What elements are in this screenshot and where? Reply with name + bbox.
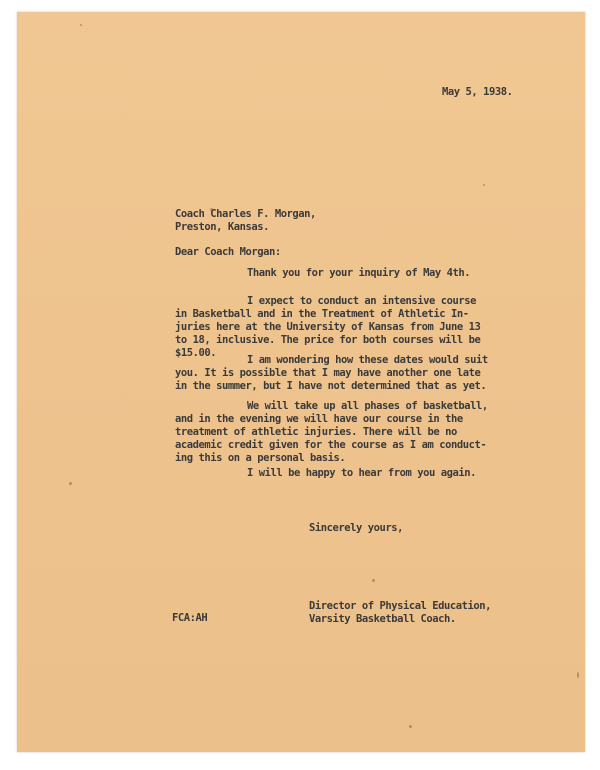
paragraph-line: treatment of athletic injuries. There will be no xyxy=(175,426,457,438)
signature-title-line: Director of Physical Education, xyxy=(309,600,492,612)
paragraph-line: Thank you for your inquiry of May 4th. xyxy=(247,267,471,279)
salutation: Dear Coach Morgan: xyxy=(175,246,281,258)
paragraph-line: and in the evening we will have our course in the xyxy=(175,413,463,425)
paragraph-line: We will take up all phases of basketball, xyxy=(247,400,488,412)
closing: Sincerely yours, xyxy=(309,522,403,534)
paragraph-line: you. It is possible that I may have another one late xyxy=(175,367,481,379)
paragraph-line: I expect to conduct an intensive course xyxy=(247,295,476,307)
paragraph-line: academic credit given for the course as I am conduct- xyxy=(175,439,487,451)
paragraph-line: juries here at the University of Kansas from June 13 xyxy=(175,321,481,333)
recipient-name: Coach Charles F. Morgan, xyxy=(175,208,316,220)
paper-speck xyxy=(80,24,82,26)
typist-initials: FCA:AH xyxy=(172,612,208,624)
paragraph-line: I am wondering how these dates would suit xyxy=(247,354,488,366)
paragraph-line: to 18, inclusive. The price for both courses will be xyxy=(175,334,481,346)
paragraph-line: in Basketball and in the Treatment of Athletic In- xyxy=(175,308,469,320)
paper-speck xyxy=(372,579,375,582)
paragraph-line: ing this on a personal basis. xyxy=(175,452,346,464)
paper-speck xyxy=(409,725,412,728)
recipient-location: Preston, Kansas. xyxy=(175,221,269,233)
paper-speck xyxy=(69,482,72,485)
paragraph-line: I will be happy to hear from you again. xyxy=(247,467,476,479)
paragraph-line: $15.00. xyxy=(175,347,217,359)
letter-page xyxy=(17,12,585,752)
signature-title-line: Varsity Basketball Coach. xyxy=(309,613,456,625)
letter-date: May 5, 1938. xyxy=(442,86,513,98)
paper-speck xyxy=(483,184,485,186)
paper-speck xyxy=(577,672,579,678)
paragraph-line: in the summer, but I have not determined that as yet. xyxy=(175,380,487,392)
